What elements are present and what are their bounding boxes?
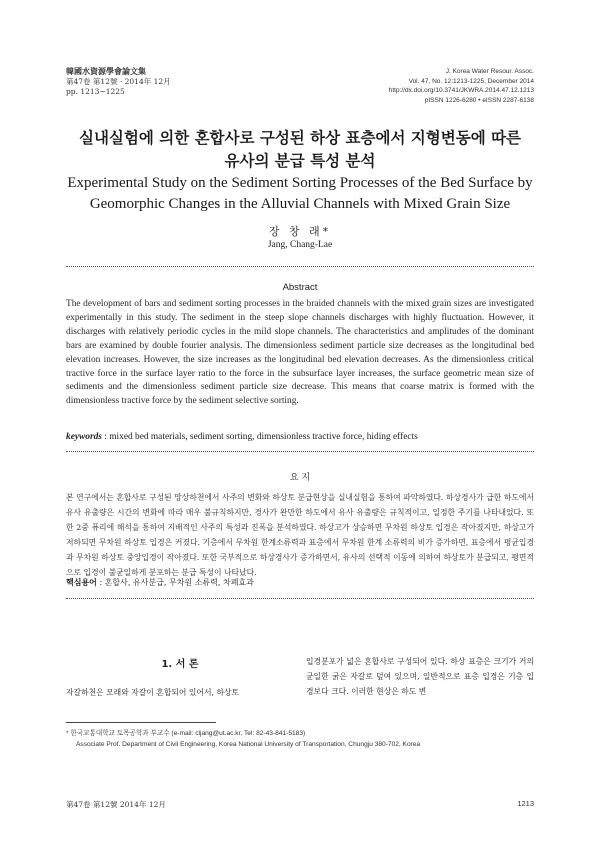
title-ko-line2: 유사의 분급 특성 분석: [224, 152, 376, 170]
author-footnote: [66, 728, 534, 750]
journal-header-right: [389, 67, 534, 105]
intro-left-column: 자갈하천은 모래와 자갈이 혼합되어 있어서, 하상토: [66, 688, 240, 697]
journal-header-left: [66, 67, 171, 97]
footnote-line1: * 한국교통대학교 토목공학과 부교수 (e-mail: cljang@ut.ac.kr, Tel: 82-43-841-5183): [66, 730, 306, 737]
author-name-en: Jang, Chang-Lae: [267, 240, 333, 250]
abstract-heading: Abstract: [282, 282, 318, 293]
summary-ko-heading: 요 지: [289, 473, 311, 483]
keywords-en: [66, 432, 534, 442]
issn: pISSN 1226-6280 • eISSN 2287-6138: [424, 96, 534, 104]
page-number: 1213: [517, 799, 534, 808]
title-ko-line1: 실내실험에 의한 혼합사로 구성된 하상 표층에서 지형변동에 따른: [78, 129, 522, 147]
keywords-label: keywords: [66, 432, 102, 442]
keywords-ko-label: 핵심용어: [66, 578, 97, 587]
author-name-ko: 장 창 래*: [268, 225, 332, 238]
footnote-line2: Associate Prof. Department of Civil Engineering, Korea National University of Transportation, Chungju 380-702, Korea: [76, 741, 421, 748]
volume-info: Vol. 47, No. 12:1213-1225, December 2014: [408, 77, 534, 85]
footer-issue: 第47卷 第12號 2014年 12月: [66, 800, 166, 809]
keywords-ko: [66, 577, 534, 588]
title-en-line2: Geomorphic Changes in the Alluvial Channels with Mixed Grain Size: [89, 196, 511, 212]
keywords-ko-text: : 혼합사, 유사분급, 무차원 소류력, 차폐효과: [96, 578, 254, 587]
title-en-line1: Experimental Study on the Sediment Sorting Processes of the Bed Surface by: [67, 175, 533, 191]
page-range: pp. 1213~1225: [66, 87, 125, 96]
divider: [66, 451, 534, 452]
footnote-rule: [66, 722, 216, 723]
summary-ko-body: 본 연구에서는 혼합사로 구성된 망상하천에서 사주의 변화와 하상토 분급현상을 실내실험을 통하여 파악하였다. 하상경사가 급한 하도에서 유사 유출량은 시간의 변화에 따라 매우 불규칙하지만, 경사가 완만한 하도에서 유사 유출량은 규칙적이고, 일정한 주기를 나타내었다. 또한 2중 퓨리에 해석을 통하여 지배적인 사주의 특성과 진폭을 분석하였다. 하상고가 상승하면 무차원 하상토 입경은 작아졌지만, 하상고가 저하되면 무차원 하상토 입경은 커졌다. 기층에서 무차원 한계소류력과 표층에서 무차원 한계 소류력의 비가 증가하면, 표층에서 평균입경과 무차원 하상토 중앙입경이 작아졌다. 또한 국부적으로 하상경사가 증가하면서, 유사의 선택적 이동에 의하여 하상토가 분급되고, 평면적으로 입경이 불균일하게 분포하는 분급 특성이 나타났다.: [66, 493, 534, 577]
divider: [66, 598, 534, 599]
journal-name-ko: 韓國水資源學會論文集: [66, 67, 146, 76]
paper-title-en: [60, 173, 540, 215]
journal-name-en: J. Korea Water Resour. Assoc.: [445, 68, 534, 75]
section-heading-introduction: 1. 서 론: [161, 659, 199, 670]
doi-link[interactable]: http://dx.doi.org/10.3741/JKWRA.2014.47.12.1213: [388, 87, 534, 94]
divider: [66, 266, 534, 267]
keywords-text: : mixed bed materials, sediment sorting, dimensionless tractive force, hiding effects: [101, 432, 418, 442]
paper-title-ko: [60, 127, 540, 173]
abstract-body: The development of bars and sediment sorting processes in the braided channels with the mixed grain sizes are investigated experimentally in this study. The sediment in the steep slope channels discharges with highly fluctuation. However, it discharges with relatively periodic cycles in the mild slope channels. The characteristics and amplitudes of the dominant bars are examined by double fourier analysis. The dimensionless sediment particle size decreases as the longitudinal bed elevation increases. However, the size increases as the longitudinal bed elevation decreases. As the dimensionless critical tractive force in the surface layer ratio to the force in the subsurface layer increases, the surface geometric mean size of sediments and the dimensionless sediment particle size decrease. This means that coarse matrix is formed with the dimensionless tractive force by the sediment selective sorting.: [66, 299, 534, 407]
volume-ko: 第47卷 第12號 · 2014年 12月: [66, 77, 171, 86]
intro-right-column: 입경분포가 넓은 혼합사로 구성되어 있다. 하상 표층은 크기가 거의 균일한 굵은 자갈로 덮여 있으며, 일반적으로 표층 입경은 기층 입경보다 크다. 이러한 현상은 하도 변: [306, 657, 534, 696]
